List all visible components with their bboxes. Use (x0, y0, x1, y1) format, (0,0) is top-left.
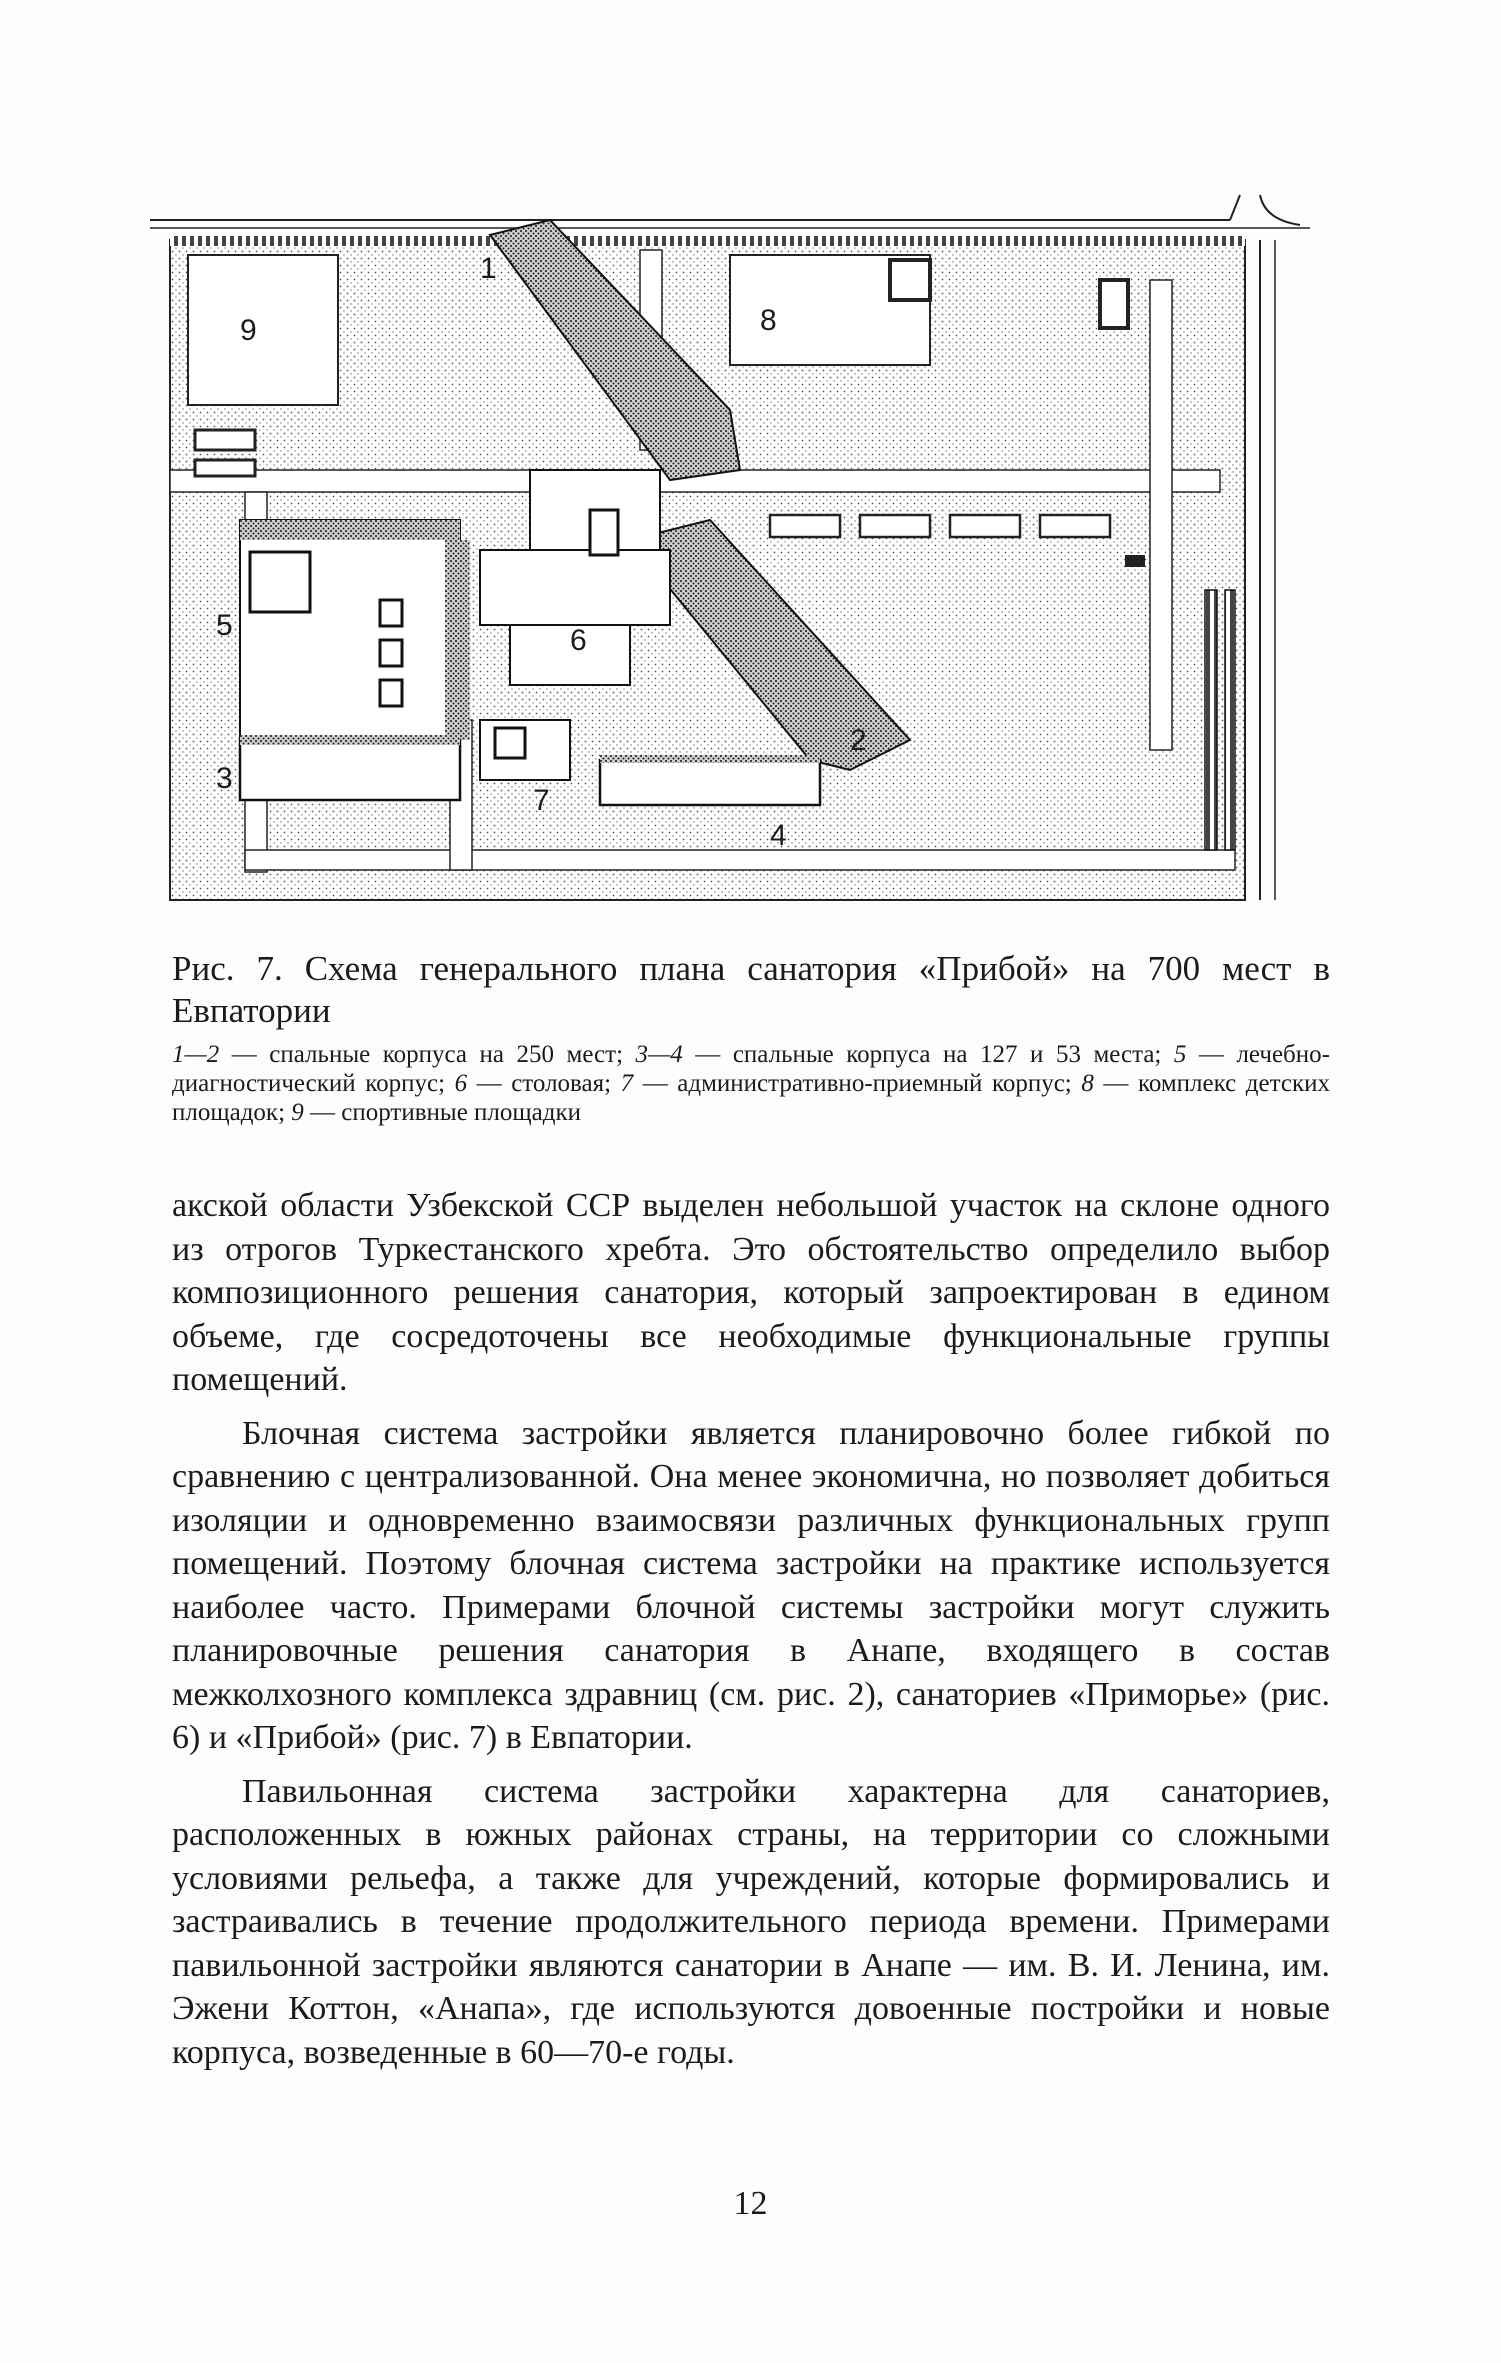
medical-block (240, 520, 470, 740)
body-text (172, 1184, 1330, 2084)
sport-grounds (188, 255, 338, 405)
pavilion (1100, 280, 1128, 328)
sleeping-block-3 (240, 740, 460, 800)
legend-text: — спальные корпуса на 127 и 53 места; (682, 1041, 1174, 1068)
paragraph: Блочная система застройки является планировочно более гибкой по сравнению с централизованной. Она менее экономична, но позволяет добиться изоляции и одновременно взаимосвязи различных функциональных групп помещений. Поэтому блочная система застройки на практике используется наиболее часто. Примерами блочной системы застройки могут служить планировочные решения санатория в Анапе, входящего в состав межколхозного комплекса здравниц (см. рис. 2), санаториев «Приморье» (рис. 6) и «Прибой» (рис. 7) в Евпатории. (172, 1414, 1330, 1756)
plan-label-1: 1 (480, 252, 497, 285)
plan-label-3: 3 (216, 762, 233, 795)
legend-text: — спортивные площадки (303, 1099, 581, 1126)
legend-number: 8 (1081, 1070, 1094, 1097)
legend-number: 9 (291, 1099, 304, 1126)
legend-text: — комплекс детских площадок; (172, 1070, 1330, 1126)
legend-number: 6 (454, 1070, 468, 1097)
plan-label-9: 9 (240, 314, 257, 347)
plan-label-2: 2 (850, 724, 867, 757)
plan-label-7: 7 (533, 784, 550, 817)
figure-caption-title: Рис. 7. Схема генерального плана санатория «Прибой» на 700 мест в Евпатории (172, 949, 1330, 1030)
site-plan-figure (150, 180, 1310, 910)
page-number: 12 (733, 2185, 768, 2222)
legend-number: 5 (1173, 1041, 1187, 1068)
site-plan-drawing (150, 180, 1310, 910)
pavilion (890, 260, 930, 300)
legend-number: 1—2 (172, 1041, 220, 1068)
legend-number: 3—4 (635, 1041, 683, 1068)
paragraph: акской области Узбекской ССР выделен небольшой участок на склоне одного из отрогов Туркестанского хребта. Это обстоятельство определило выбор композиционного решения санатория, который запроектирован в едином объеме, где сосредоточены все необходимые функциональные группы помещений. (172, 1187, 1330, 1398)
small-structure (195, 460, 255, 476)
legend-text: — спальные корпуса на 250 мест; (219, 1041, 636, 1068)
small-marker (1125, 555, 1145, 567)
sleeping-block-4 (600, 760, 820, 805)
plan-label-5: 5 (216, 609, 233, 642)
small-structure (195, 430, 255, 450)
plan-label-4: 4 (770, 819, 787, 852)
fence-top (170, 236, 1245, 246)
legend-text: — административно-приемный корпус; (633, 1070, 1082, 1097)
figure-legend (172, 1040, 1330, 1127)
plan-label-8: 8 (760, 304, 777, 337)
plan-label-6: 6 (570, 624, 587, 657)
legend-number: 7 (620, 1070, 634, 1097)
paragraph: Павильонная система застройки характерна для санаториев, расположенных в южных районах страны, на территории со сложными условиями рельефа, а также для учреждений, которые формировались и застраивались в течение продолжительного периода времени. Примерами павильонной застройки являются санатории в Анапе — им. В. И. Ленина, им. Эжени Коттон, «Анапа», где используются довоенные постройки и новые корпуса, возведенные в 60—70-е годы. (172, 1772, 1330, 2071)
legend-text: — столовая; (467, 1070, 621, 1097)
legend-text: — лечебно-диагностический корпус; (172, 1041, 1330, 1097)
